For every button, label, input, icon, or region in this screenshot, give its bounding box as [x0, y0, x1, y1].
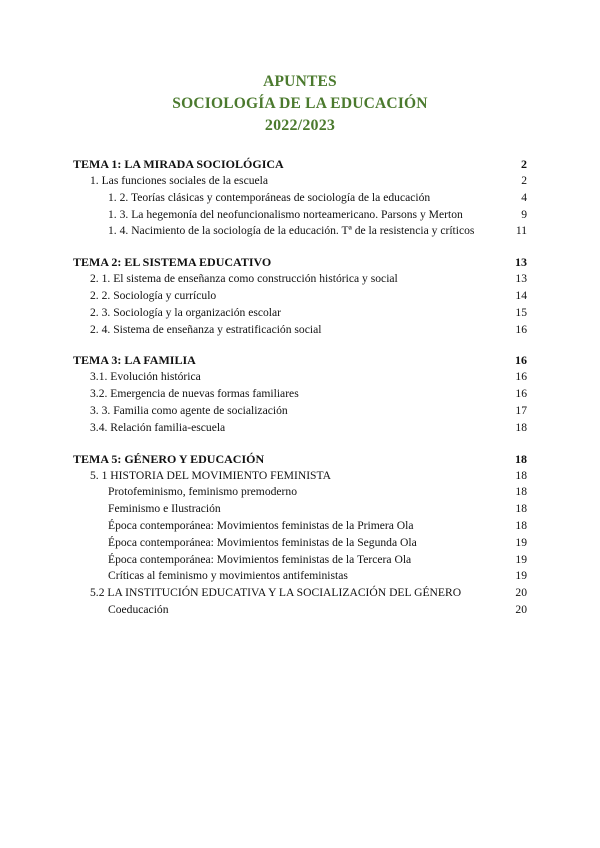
- toc-page-number: 15: [515, 305, 527, 319]
- toc-entry-label: Época contemporánea: Movimientos feministas de la Tercera Ola: [108, 552, 412, 566]
- toc-section: [73, 155, 527, 240]
- toc-entry-label: 2. 1. El sistema de enseñanza como construcción histórica y social: [90, 272, 398, 286]
- toc-page-number: 18: [515, 420, 527, 434]
- toc-page-number: 18: [515, 451, 527, 466]
- toc-page-number: 2: [521, 157, 527, 171]
- toc-section-heading[interactable]: [73, 253, 527, 271]
- toc-entry-label: 5. 1 HISTORIA DEL MOVIMIENTO FEMINISTA: [90, 468, 332, 482]
- toc-entry-label: Críticas al feminismo y movimientos antifeministas: [108, 569, 348, 583]
- toc-page-number: 13: [515, 272, 527, 286]
- toc-entry-label: 3.2. Emergencia de nuevas formas familiares: [90, 387, 299, 401]
- toc-page-number: 20: [515, 586, 527, 600]
- toc-entry[interactable]: [73, 305, 527, 322]
- toc-section-heading[interactable]: [73, 450, 527, 468]
- toc-entry-label: 2. 3. Sociología y la organización escolar: [90, 305, 282, 319]
- toc-entry[interactable]: [73, 386, 527, 403]
- toc-entry-label: Época contemporánea: Movimientos feministas de la Segunda Ola: [108, 535, 417, 549]
- toc-page-number: 11: [515, 224, 527, 238]
- toc-entry[interactable]: [73, 602, 527, 619]
- toc-heading-label: TEMA 2: EL SISTEMA EDUCATIVO: [73, 255, 272, 270]
- toc-page-number: 9: [521, 207, 527, 221]
- toc-section: [73, 351, 527, 436]
- toc-entry-label: 1. 4. Nacimiento de la sociología de la educación. Tª de la resistencia y críticos: [108, 224, 475, 238]
- toc-entry-label: Protofeminismo, feminismo premoderno: [108, 485, 298, 499]
- toc-page-number: 16: [515, 387, 527, 401]
- toc-entry-label: Época contemporánea: Movimientos feministas de la Primera Ola: [108, 518, 414, 532]
- table-of-contents: [73, 155, 527, 632]
- toc-entry-label: 3.4. Relación familia-escuela: [90, 420, 226, 434]
- toc-page-number: 16: [515, 322, 527, 336]
- toc-page-number: 2: [521, 174, 527, 187]
- toc-page-number: 18: [515, 518, 527, 532]
- toc-entry[interactable]: [73, 518, 527, 535]
- title-subject: SOCIOLOGÍA DE LA EDUCACIÓN: [172, 95, 428, 112]
- toc-entry[interactable]: [73, 223, 527, 240]
- toc-page-number: 19: [515, 535, 527, 549]
- toc-entry-label: 1. Las funciones sociales de la escuela: [90, 174, 269, 187]
- toc-page-number: 13: [515, 255, 527, 270]
- toc-entry[interactable]: [73, 585, 527, 602]
- toc-entry[interactable]: [73, 403, 527, 420]
- toc-page-number: 20: [515, 602, 527, 616]
- toc-heading-label: TEMA 5: GÉNERO Y EDUCACIÓN: [73, 451, 265, 466]
- toc-section: [73, 253, 527, 338]
- toc-page-number: 17: [515, 403, 527, 417]
- toc-heading-label: TEMA 3: LA FAMILIA: [73, 353, 196, 368]
- toc-page-number: 16: [515, 370, 527, 384]
- toc-section-heading[interactable]: [73, 155, 527, 173]
- toc-entry-label: Coeducación: [108, 602, 169, 616]
- toc-entry-label: 2. 2. Sociología y currículo: [90, 288, 217, 302]
- toc-entry[interactable]: [73, 484, 527, 501]
- toc-page-number: 18: [515, 485, 527, 499]
- toc-entry[interactable]: [73, 535, 527, 552]
- toc-page-number: 14: [515, 288, 527, 302]
- toc-page-number: 4: [521, 190, 527, 204]
- toc-entry[interactable]: [73, 568, 527, 585]
- toc-page-number: 19: [515, 552, 527, 566]
- toc-entry-label: 1. 3. La hegemonía del neofuncionalismo norteamericano. Parsons y Merton: [108, 207, 463, 221]
- toc-entry[interactable]: [73, 552, 527, 569]
- toc-entry[interactable]: [73, 501, 527, 518]
- toc-entry[interactable]: [73, 468, 527, 485]
- document-title-block: [0, 71, 600, 137]
- toc-page-number: 18: [515, 502, 527, 516]
- toc-entry-label: 2. 4. Sistema de enseñanza y estratificación social: [90, 322, 322, 336]
- toc-entry[interactable]: [73, 369, 527, 386]
- toc-entry[interactable]: [73, 173, 527, 190]
- toc-entry-label: 5.2 LA INSTITUCIÓN EDUCATIVA Y LA SOCIALIZACIÓN DEL GÉNERO: [90, 586, 462, 600]
- toc-heading-label: TEMA 1: LA MIRADA SOCIOLÓGICA: [73, 157, 284, 171]
- title-apuntes: APUNTES: [263, 73, 337, 90]
- toc-section-heading[interactable]: [73, 351, 527, 369]
- toc-page-number: 19: [515, 569, 527, 583]
- toc-entry[interactable]: [73, 322, 527, 339]
- toc-entry-label: Feminismo e Ilustración: [108, 502, 221, 516]
- toc-entry[interactable]: [73, 190, 527, 207]
- toc-entry-label: 3. 3. Familia como agente de socialización: [90, 403, 288, 417]
- toc-entry[interactable]: [73, 271, 527, 288]
- toc-entry-label: 1. 2. Teorías clásicas y contemporáneas de sociología de la educación: [108, 190, 431, 204]
- toc-page-number: 16: [515, 353, 527, 368]
- title-year: 2022/2023: [264, 117, 336, 134]
- toc-section: [73, 450, 527, 619]
- toc-entry[interactable]: [73, 207, 527, 224]
- toc-entry-label: 3.1. Evolución histórica: [90, 370, 201, 384]
- toc-entry[interactable]: [73, 420, 527, 437]
- toc-page-number: 18: [515, 468, 527, 482]
- toc-entry[interactable]: [73, 288, 527, 305]
